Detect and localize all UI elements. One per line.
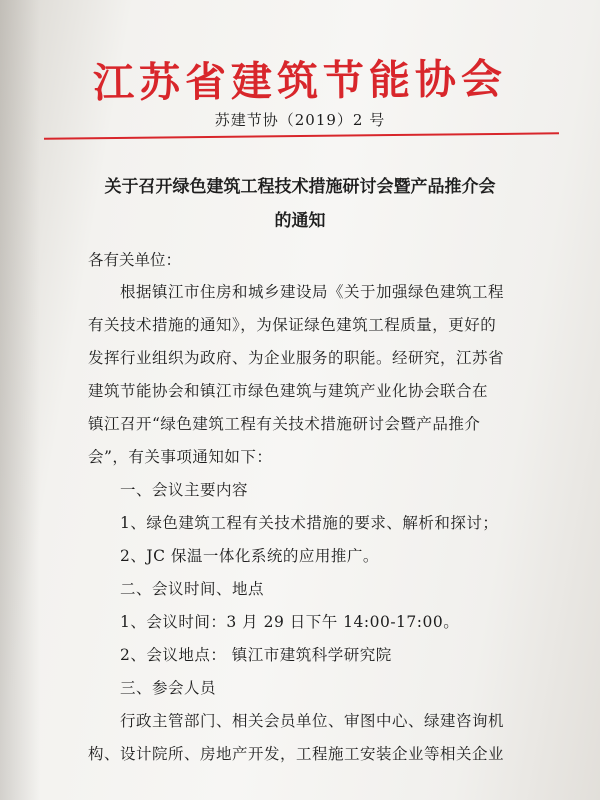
intro-line: 会”，有关事项通知如下： <box>88 448 273 466</box>
section-heading: 二、会议时间、地点 <box>120 580 265 598</box>
body-line: 构、设计院所、房地产开发，工程施工安装企业等相关企业 <box>88 745 505 763</box>
list-item: 1、会议时间：3 月 29 日下午 14:00-17:00。 <box>120 613 460 631</box>
document-number: 苏建节协（2019）2 号 <box>214 111 386 129</box>
notice-title-line-2: 的通知 <box>274 211 326 231</box>
intro-line: 发挥行业组织为政府、为企业服务的职能。经研究，江苏省 <box>88 349 505 367</box>
salutation: 各有关单位： <box>88 251 182 269</box>
list-item: 2、JC 保温一体化系统的应用推广。 <box>120 547 379 565</box>
list-item: 1、绿色建筑工程有关技术措施的要求、解析和探讨； <box>120 514 499 532</box>
section-heading: 一、会议主要内容 <box>120 481 249 499</box>
body-line: 行政主管部门、相关会员单位、审图中心、绿建咨询机 <box>120 712 505 730</box>
intro-line: 建筑节能协会和镇江市绿色建筑与建筑产业化协会联合在 <box>88 382 489 400</box>
red-divider-line <box>44 132 559 139</box>
intro-line: 镇江召开“绿色建筑工程有关技术措施研讨会暨产品推介 <box>88 415 481 433</box>
list-item: 2、会议地点： 镇江市建筑科学研究院 <box>120 646 392 664</box>
notice-title <box>0 170 600 238</box>
intro-line: 有关技术措施的通知》，为保证绿色建筑工程质量，更好的 <box>88 316 497 334</box>
intro-line: 根据镇江市住房和城乡建设局《关于加强绿色建筑工程 <box>120 283 505 301</box>
organization-header: 江苏省建筑节能协会 <box>92 54 508 108</box>
section-heading: 三、参会人员 <box>120 679 217 697</box>
notice-title-line-1: 关于召开绿色建筑工程技术措施研讨会暨产品推介会 <box>104 177 496 197</box>
